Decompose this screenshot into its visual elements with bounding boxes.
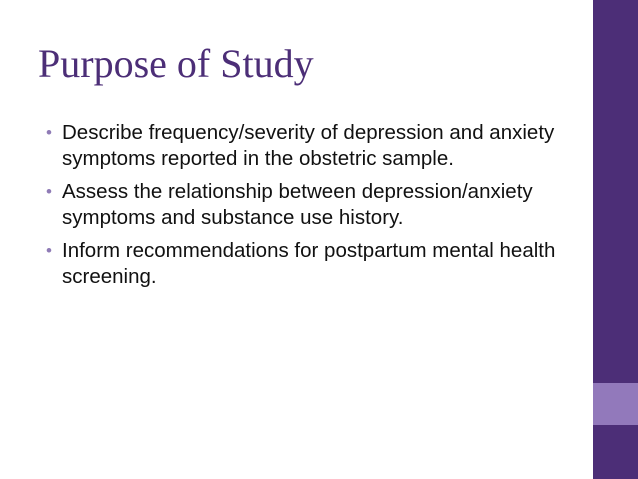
bullet-item bbox=[46, 179, 576, 230]
bullet-dot-icon: • bbox=[46, 241, 52, 260]
decorative-side-block bbox=[593, 383, 638, 425]
bullet-item bbox=[46, 120, 576, 171]
slide-title: Purpose of Study bbox=[38, 41, 314, 86]
bullet-list bbox=[46, 120, 576, 297]
bullet-dot-icon: • bbox=[46, 182, 52, 201]
bullet-text: Assess the relationship between depression/anxiety symptoms and substance use history. bbox=[62, 180, 533, 229]
bullet-text: Inform recommendations for postpartum mental health screening. bbox=[62, 239, 556, 288]
bullet-dot-icon: • bbox=[46, 123, 52, 142]
bullet-text: Describe frequency/severity of depression and anxiety symptoms reported in the obstetric sample. bbox=[62, 121, 555, 170]
bullet-item bbox=[46, 238, 576, 289]
